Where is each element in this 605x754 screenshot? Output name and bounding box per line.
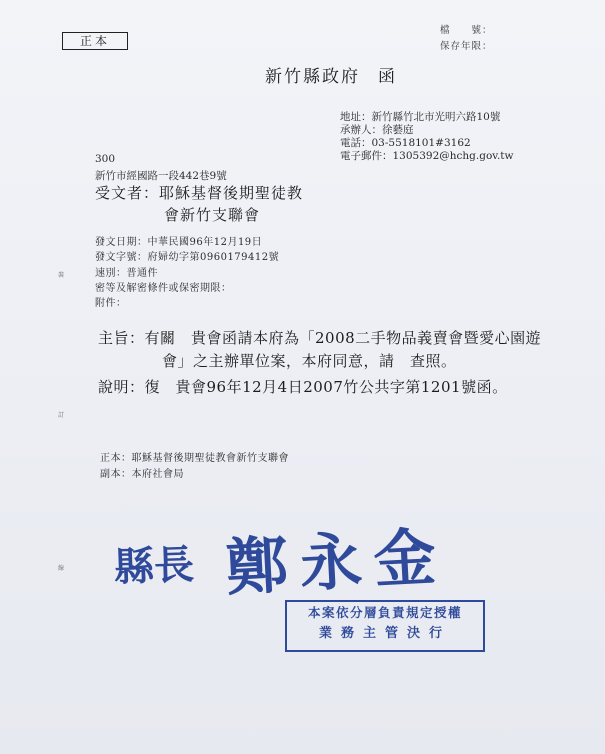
authorization-stamp <box>285 600 485 652</box>
security-level: 密等及解密條件或保密期限： <box>95 283 232 294</box>
document-title <box>265 62 397 87</box>
file-number-label: 檔 號： <box>440 25 493 36</box>
document-number: 發文字號：府婦幼字第0960179412號 <box>95 252 280 263</box>
attachment-label: 附件： <box>95 298 127 309</box>
explanation: 說明：復 貴會96年12月4日2007竹公共字第1201號函。 <box>98 378 508 396</box>
recipient-line-1: 受文者：耶穌基督後期聖徒教 <box>95 184 304 202</box>
subject-line-2: 會」之主辦單位案，本府同意，請 查照。 <box>162 352 457 370</box>
document-type: 函 <box>378 67 397 87</box>
copy-type-box: 正本 <box>62 32 128 50</box>
original-recipient: 正本：耶穌基督後期聖徒教會新竹支聯會 <box>100 453 289 464</box>
binding-mark-1: 裝 <box>58 272 65 279</box>
magistrate-seal <box>108 505 508 605</box>
contact-address: 地址：新竹縣竹北市光明六路10號 <box>340 111 501 123</box>
subject-line-1: 主旨：有關 貴會函請本府為「2008二手物品義賣會暨愛心園遊 <box>98 329 542 347</box>
copy-recipient: 副本：本府社會局 <box>100 469 184 480</box>
issue-date: 發文日期：中華民國96年12月19日 <box>95 237 263 248</box>
speed-category: 速別：普通件 <box>95 268 158 279</box>
recipient-address: 新竹市經國路一段442巷9號 <box>95 170 227 182</box>
binding-mark-2: 訂 <box>58 412 65 419</box>
recipient-line-2: 會新竹支聯會 <box>164 206 261 224</box>
stamp-line-2: 業務主管決行 <box>318 626 451 641</box>
binding-mark-3: 線 <box>58 565 65 572</box>
contact-handler: 承辦人：徐藝庭 <box>340 124 414 136</box>
retention-label: 保存年限： <box>440 41 493 52</box>
contact-phone: 電話：03-5518101#3162 <box>340 137 471 149</box>
postal-code: 300 <box>95 153 116 165</box>
contact-email: 電子郵件：1305392@hchg.gov.tw <box>340 150 514 162</box>
stamp-line-1: 本案依分層負責規定授權 <box>307 605 462 620</box>
seal-title: 縣長 <box>113 542 195 591</box>
agency-name: 新竹縣政府 <box>265 67 360 87</box>
seal-name: 鄭永金 <box>224 519 450 605</box>
